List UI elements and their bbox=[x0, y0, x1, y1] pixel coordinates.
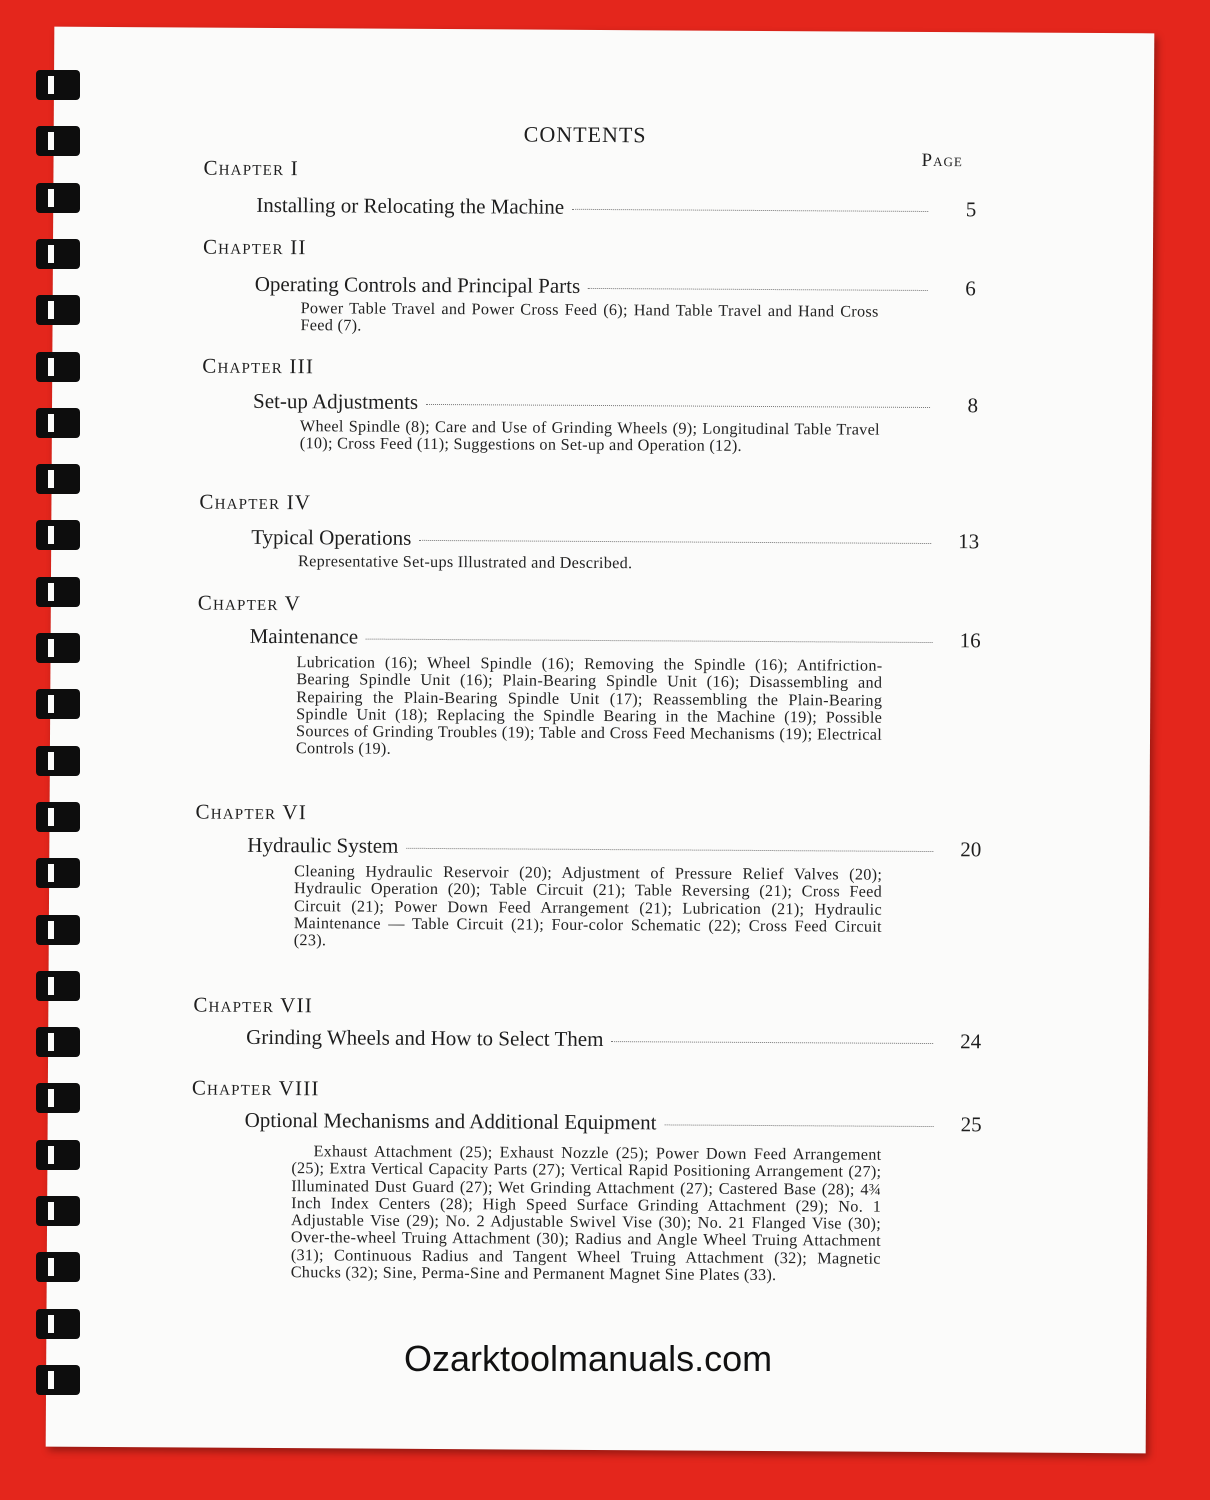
chapter-1-page: 5 bbox=[965, 197, 977, 222]
chapter-5-description: Lubrication (16); Wheel Spindle (16); Removing the Spindle (16); Antifriction-Bearing Spindle Unit (16); Plain-Bearing Spindle Unit (16); Disassembling and Repairing the Plain-Bearing Spindle Unit (17); Reassembling the Plain-Bearing Spindle Unit (18); Replacing the Spindle Bearing in the Machine (19); Possible Sources of Grinding Troubles (19); Table and Cross Feed Mechanisms (19); Electrical Controls (19). bbox=[295, 653, 883, 759]
chapter-5-label: Chapter V bbox=[197, 590, 302, 616]
page-column-header: Page bbox=[921, 149, 963, 172]
binding-coil bbox=[36, 1252, 80, 1282]
binding-coil bbox=[36, 464, 80, 494]
toc-entry-chapter-7[interactable] bbox=[246, 1025, 981, 1054]
binding-coil bbox=[36, 1196, 80, 1226]
dot-leader bbox=[406, 848, 933, 852]
chapter-2-page: 6 bbox=[965, 276, 976, 301]
chapter-6-description: Cleaning Hydraulic Reservoir (20); Adjustment of Pressure Relief Valves (20); Hydraulic Operation (20); Table Circuit (21); Table Reversing (21); Cross Feed Circuit (21); Power Down Feed Arrangement (21); Lubrication (21); Hydraulic Maintenance — Table Circuit (21); Four-color Schematic (22); Cross Feed Circuit (23). bbox=[293, 862, 883, 950]
toc-entry-chapter-2[interactable] bbox=[255, 272, 976, 301]
chapter-4-title: Typical Operations bbox=[251, 524, 412, 550]
chapter-5-page: 16 bbox=[959, 628, 981, 653]
chapter-7-title: Grinding Wheels and How to Select Them bbox=[246, 1024, 604, 1052]
binding-coil bbox=[36, 520, 80, 550]
binding-coil bbox=[36, 295, 80, 325]
manual-page bbox=[46, 27, 1155, 1454]
binding-coil bbox=[36, 1083, 80, 1113]
contents-title: CONTENTS bbox=[523, 121, 647, 148]
toc-entry-chapter-8[interactable] bbox=[245, 1108, 982, 1138]
dot-leader bbox=[572, 209, 928, 212]
chapter-2-title: Operating Controls and Principal Parts bbox=[254, 271, 581, 298]
toc-entry-chapter-3[interactable] bbox=[253, 389, 978, 418]
dot-leader bbox=[664, 1124, 933, 1127]
binding-coil bbox=[36, 352, 80, 382]
toc-entry-chapter-4[interactable] bbox=[251, 525, 979, 554]
chapter-5-title: Maintenance bbox=[249, 623, 359, 649]
binding-coil bbox=[36, 802, 80, 832]
dot-leader bbox=[426, 404, 930, 408]
binding-coil bbox=[36, 183, 80, 213]
chapter-6-page: 20 bbox=[960, 837, 982, 862]
binding-coil bbox=[36, 577, 80, 607]
chapter-2-label: Chapter II bbox=[202, 234, 307, 260]
binding-coil bbox=[36, 1365, 80, 1395]
binding-coil bbox=[36, 1140, 80, 1170]
binding-coil bbox=[36, 858, 80, 888]
chapter-1-title: Installing or Relocating the Machine bbox=[256, 192, 565, 219]
dot-leader bbox=[588, 288, 928, 291]
binding-coil bbox=[36, 126, 80, 156]
chapter-3-description: Wheel Spindle (8); Care and Use of Grinding Wheels (9); Longitudinal Table Travel (10); Cross Feed (11); Suggestions on Set-up and Operation (12). bbox=[299, 417, 880, 456]
chapter-7-page: 24 bbox=[960, 1029, 982, 1054]
chapter-3-label: Chapter III bbox=[202, 353, 315, 379]
dot-leader bbox=[419, 540, 931, 544]
chapter-6-label: Chapter VI bbox=[195, 799, 308, 825]
chapter-4-page: 13 bbox=[958, 529, 980, 554]
dot-leader bbox=[611, 1041, 933, 1044]
chapter-4-description: Representative Set-ups Illustrated and Described. bbox=[298, 552, 633, 573]
chapter-6-title: Hydraulic System bbox=[247, 832, 399, 858]
binding-coil bbox=[36, 239, 80, 269]
chapter-8-description: Exhaust Attachment (25); Exhaust Nozzle (25); Power Down Feed Arrangement (25); Extra Vertical Capacity Parts (27); Vertical Rapid Positioning Arrangement (27); Illuminated Dust Guard (27); Wet Grinding Attachment (27); Castered Base (28); 4¾ Inch Index Centers (28); High Speed Surface Grinding Attachment (29); No. 1 Adjustable Vise (29); No. 2 Adjustable Swivel Vise (30); No. 21 Flanged Vise (30); Over-the-wheel Truing Attachment (30); Radius and Angle Wheel Truing Attachment (31); Continuous Radius and Tangent Wheel Truing Attachment (32); Magnetic Chucks (32); Sine, Perma-Sine and Permanent Magnet Sine Plates (33). bbox=[290, 1142, 882, 1285]
binding-coil bbox=[36, 1027, 80, 1057]
chapter-7-label: Chapter VII bbox=[193, 992, 314, 1018]
binding-coil bbox=[36, 408, 80, 438]
chapter-8-title: Optional Mechanisms and Additional Equipment bbox=[244, 1107, 657, 1135]
chapter-8-page: 25 bbox=[960, 1112, 982, 1137]
binding-coil bbox=[36, 746, 80, 776]
chapter-3-title: Set-up Adjustments bbox=[252, 388, 419, 414]
chapter-2-description: Power Table Travel and Power Cross Feed (6); Hand Table Travel and Hand Cross Feed (7). bbox=[300, 299, 879, 335]
dot-leader bbox=[366, 639, 933, 643]
chapter-4-label: Chapter IV bbox=[199, 489, 312, 515]
binding-coil bbox=[36, 1309, 80, 1339]
binding-coil bbox=[36, 633, 80, 663]
binding-coil bbox=[36, 915, 80, 945]
chapter-1-label: Chapter I bbox=[203, 155, 299, 181]
chapter-8-label: Chapter VIII bbox=[191, 1075, 320, 1101]
watermark-text: Ozarktoolmanuals.com bbox=[404, 1338, 773, 1379]
toc-entry-chapter-1[interactable] bbox=[256, 193, 976, 222]
chapter-3-page: 8 bbox=[967, 393, 979, 418]
toc-entry-chapter-6[interactable] bbox=[247, 833, 981, 862]
binding-coil bbox=[36, 971, 80, 1001]
binding-coil bbox=[36, 70, 80, 100]
toc-entry-chapter-5[interactable] bbox=[250, 624, 981, 653]
binding-coil bbox=[36, 689, 80, 719]
